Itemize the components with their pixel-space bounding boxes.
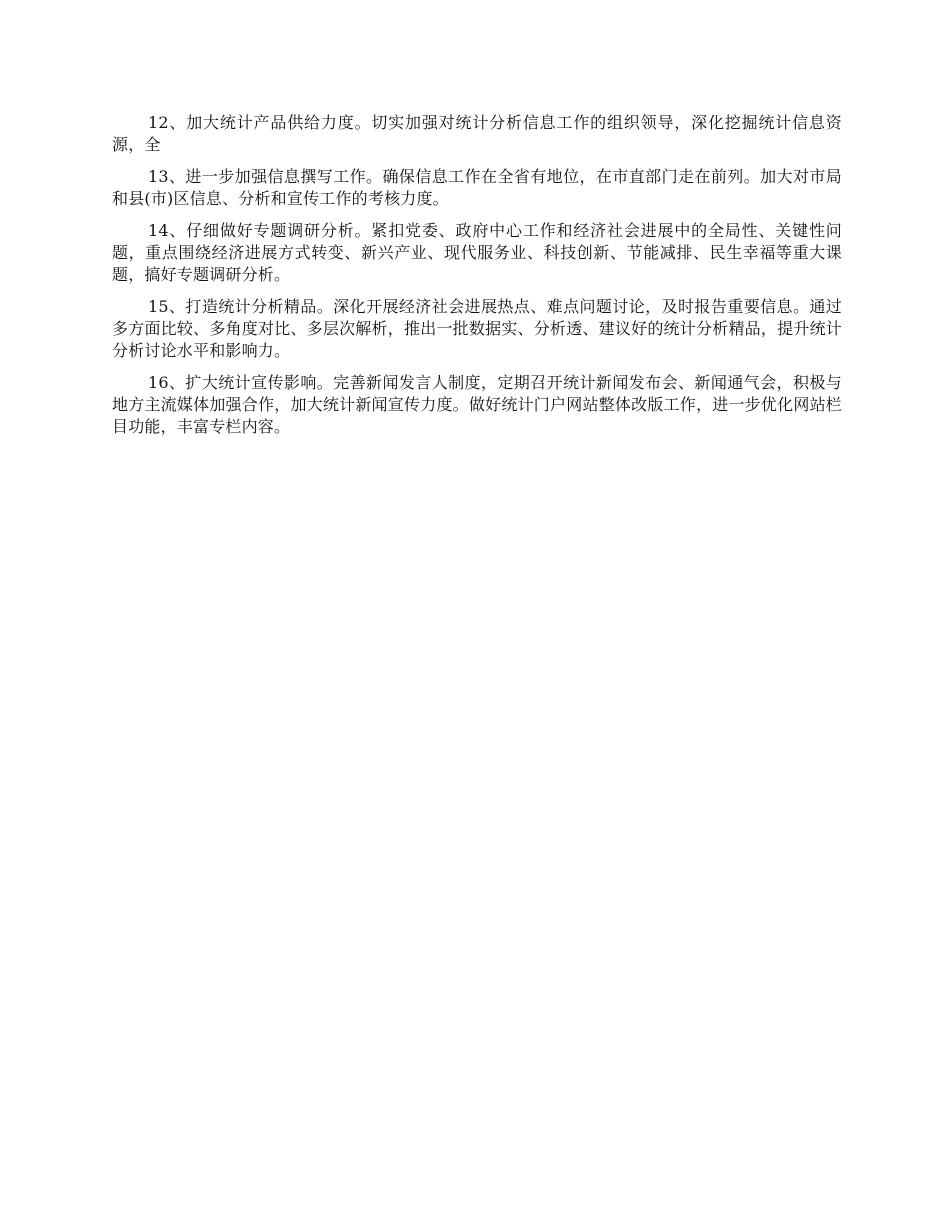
paragraph-13: 13、进一步加强信息撰写工作。确保信息工作在全省有地位，在市直部门走在前列。加大对市局和县(市)区信息、分析和宣传工作的考核力度。 [112, 167, 842, 208]
paragraph-14: 14、仔细做好专题调研分析。紧扣党委、政府中心工作和经济社会进展中的全局性、关键性问题，重点围绕经济进展方式转变、新兴产业、现代服务业、科技创新、节能减排、民生幸福等重大课题，搞好专题调研分析。 [112, 221, 842, 284]
paragraph-16: 16、扩大统计宣传影响。完善新闻发言人制度，定期召开统计新闻发布会、新闻通气会，积极与地方主流媒体加强合作，加大统计新闻宣传力度。做好统计门户网站整体改版工作，进一步优化网站栏目功能，丰富专栏内容。 [112, 373, 842, 436]
paragraph-12: 12、加大统计产品供给力度。切实加强对统计分析信息工作的组织领导，深化挖掘统计信息资源，全 [112, 113, 842, 154]
document-body [112, 112, 842, 448]
paragraph-15: 15、打造统计分析精品。深化开展经济社会进展热点、难点问题讨论，及时报告重要信息。通过多方面比较、多角度对比、多层次解析，推出一批数据实、分析透、建议好的统计分析精品，提升统计分析讨论水平和影响力。 [112, 297, 842, 360]
